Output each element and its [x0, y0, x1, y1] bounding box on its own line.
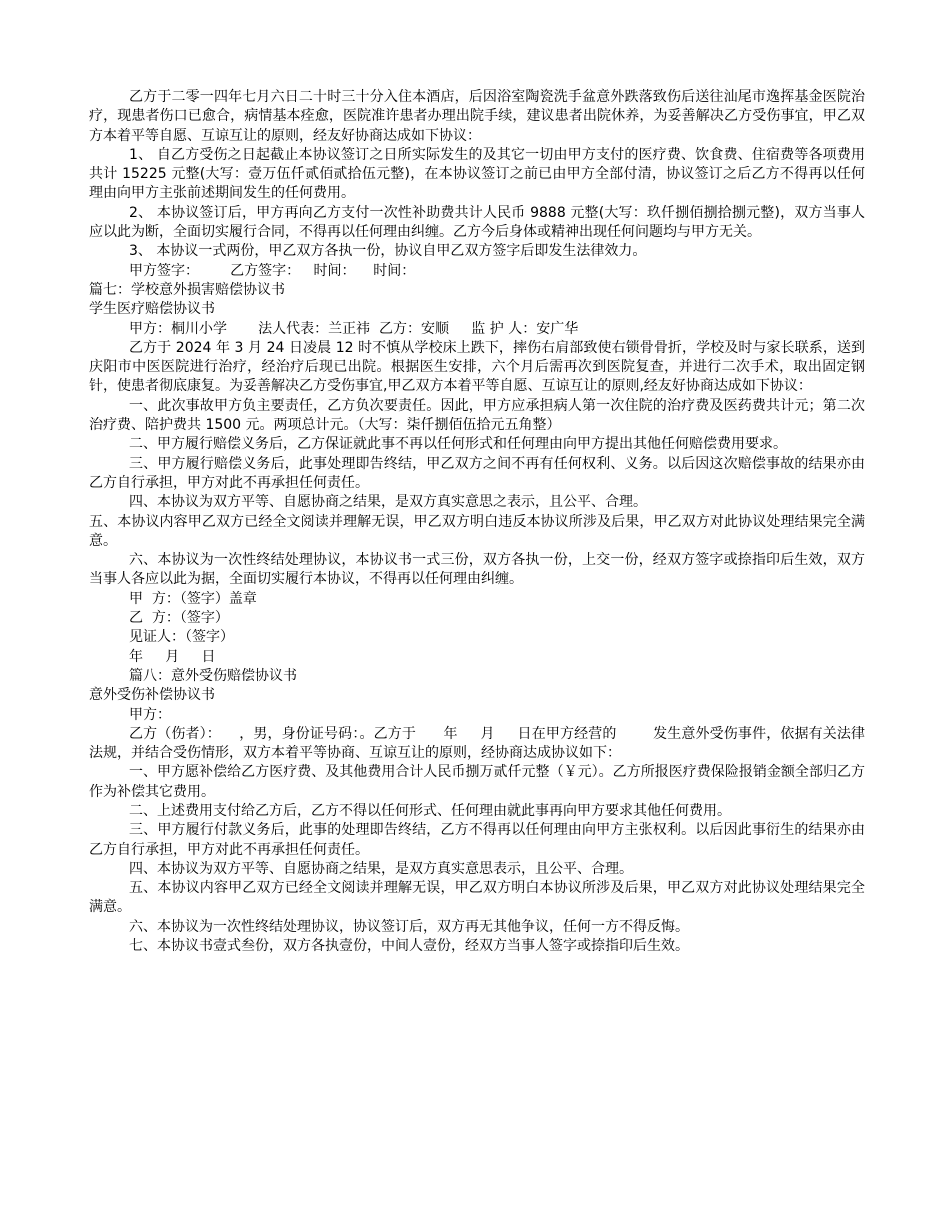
paragraph-term-2: 二、上述费用支付给乙方后，乙方不得以任何形式、任何理由就此事再向甲方要求其他任何费用。 [129, 802, 731, 819]
signature-date: 年 月 日 [129, 648, 216, 665]
section-heading-7: 篇七：学校意外损害赔偿协议书 [89, 281, 285, 298]
section-heading-8: 篇八：意外受伤赔偿协议书 [129, 667, 297, 684]
signature-witness: 见证人：（签字） [129, 629, 234, 646]
paragraph-term-6: 六、本协议为一次性终结处理协议，协议签订后，双方再无其他争议，任何一方不得反悔。 [129, 918, 689, 935]
document-title: 学生医疗赔偿协议书 [89, 301, 215, 318]
paragraph-item-1: 一、此次事故甲方负主要责任，乙方负次要责任。因此，甲方应承担病人第一次住院的治疗费及医药费共计元；第二次治疗费、陪护费共 1500 元。两项总计元。（大写：柒仟捌佰伍拾元五角整） [89, 397, 865, 434]
paragraph-item-3: 三、甲方履行赔偿义务后，此事处理即告终结，甲乙双方之间不再有任何权利、义务。以后因这次赔偿事故的结果亦由乙方自行承担，甲方对此不再承担任何责任。 [89, 455, 865, 491]
document-title-2: 意外受伤补偿协议书 [89, 687, 215, 704]
paragraph-term-7: 七、本协议书壹式叁份，双方各执壹份，中间人壹份，经双方当事人签字或捺指印后生效。 [129, 938, 689, 955]
paragraph-incident: 乙方于 2024 年 3 月 24 日凌晨 12 时不慎从学校床上跌下，摔伤右肩部致使右锁骨骨折，学校及时与家长联系，送到庆阳市中医医院进行治疗，经治疗后现已出院。根据医生安排，六个月后需再次到医院复查，并进行二次手术，取出固定钢针，使患者彻底康复。为妥善解决乙方受伤事宜,甲乙双方本着平等自愿、互谅互让的原则,经友好协商达成如下协议： [89, 339, 865, 395]
paragraph-item-5: 五、本协议内容甲乙双方已经全文阅读并理解无误，甲乙双方明白违反本协议所涉及后果，甲乙双方对此协议处理结果完全满意。 [89, 513, 865, 549]
signature-party-a: 甲 方：（签字）盖章 [129, 590, 257, 607]
document-body [89, 88, 865, 956]
paragraph-clause-3: 3、 本协议一式两份，甲乙双方各执一份，协议自甲乙双方签字后即发生法律效力。 [129, 243, 647, 260]
signature-line: 甲方签字： 乙方签字： 时间： 时间： [129, 262, 416, 279]
paragraph-item-4: 四、本协议为双方平等、自愿协商之结果，是双方真实意思之表示，且公平、合理。 [129, 494, 647, 511]
paragraph-clause-1: 1、 自乙方受伤之日起截止本协议签订之日所实际发生的及其它一切由甲方支付的医疗费、饮食费、住宿费等各项费用共计 15225 元整(大写：壹万伍仟贰佰贰拾伍元整)，在本协议签订之前已由甲方全部付清，协议签订之后乙方不得再以任何理由向甲方主张前述期间发生的任何费用。 [89, 146, 865, 202]
paragraph-clause-2: 2、 本协议签订后，甲方再向乙方支付一次性补助费共计人民币 9888 元整(大写：玖仟捌佰捌拾捌元整)，双方当事人应以此为断，全面切实履行合同，不得再以任何理由纠缠。乙方今后身体或精神出现任何问题均与甲方无关。 [89, 204, 865, 241]
paragraph-term-5: 五、本协议内容甲乙双方已经全文阅读并理解无误，甲乙双方明白本协议所涉及后果，甲乙双方对此协议处理结果完全满意。 [89, 880, 865, 916]
paragraph-term-1: 一、甲方愿补偿给乙方医疗费、及其他费用合计人民币捌万贰仟元整（￥元）。乙方所报医疗费保险报销金额全部归乙方作为补偿其它费用。 [89, 764, 865, 800]
parties-line: 甲方：桐川小学 法人代表：兰正祎 乙方：安顺 监 护 人：安广华 [129, 320, 579, 337]
paragraph-intro-hotel: 乙方于二零一四年七月六日二十时三十分入住本酒店，后因浴室陶瓷洗手盆意外跌落致伤后送往汕尾市逸挥基金医院治疗，现患者伤口已愈合，病情基本痊愈，医院准许患者办理出院手续，建议患者出院休养，为妥善解决乙方受伤事宜，甲乙双方本着平等自愿、互谅互让的原则，经友好协商达成如下协议： [89, 89, 865, 144]
paragraph-term-3: 三、甲方履行付款义务后，此事的处理即告终结，乙方不得再以任何理由向甲方主张权利。以后因此事衍生的结果亦由乙方自行承担，甲方对此不再承担任何责任。 [89, 822, 865, 858]
paragraph-injured-party: 乙方（伤者）： ，男，身份证号码：。乙方于 年 月 日在甲方经营的 发生意外受伤事件，依据有关法律法规，并结合受伤情形，双方本着平等协商、互谅互让的原则，经协商达成协议如下： [89, 725, 865, 762]
paragraph-item-2: 二、甲方履行赔偿义务后，乙方保证就此事不再以任何形式和任何理由向甲方提出其他任何赔偿费用要求。 [129, 436, 787, 453]
paragraph-term-4: 四、本协议为双方平等、自愿协商之结果，是双方真实意思表示，且公平、合理。 [129, 860, 633, 877]
party-a-line: 甲方： [129, 706, 171, 723]
signature-party-b: 乙 方：（签字） [129, 610, 229, 627]
paragraph-item-6: 六、本协议为一次性终结处理协议，本协议书一式三份，双方各执一份，上交一份，经双方签字或捺指印后生效，双方当事人各应以此为据，全面切实履行本协议，不得再以任何理由纠缠。 [89, 552, 865, 588]
